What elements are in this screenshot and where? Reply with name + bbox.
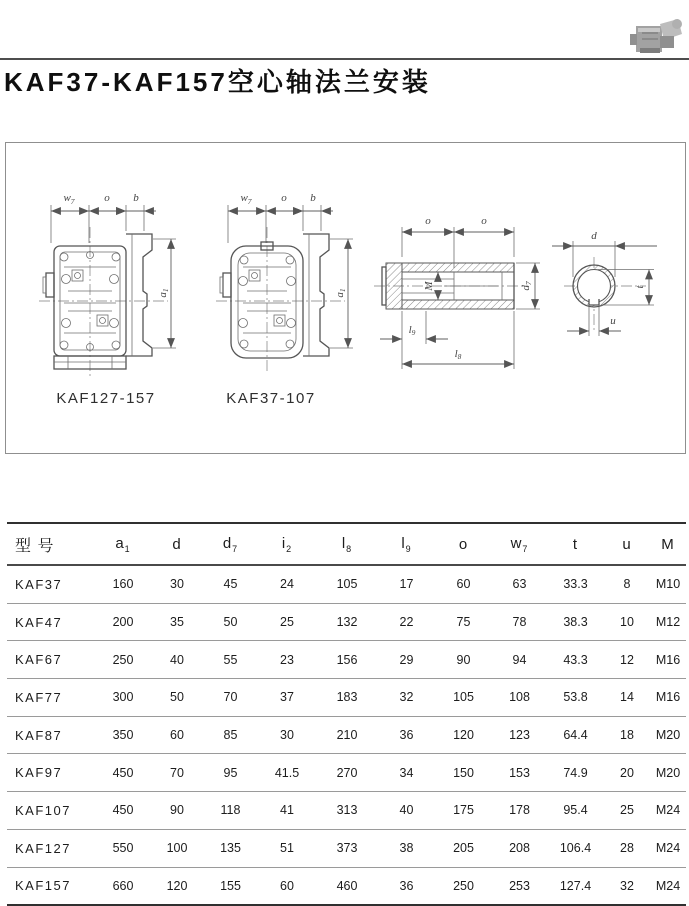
value-cell: 14 (620, 690, 634, 705)
col-header-8: $w_7$ (510, 534, 529, 554)
value-cell: 8 (623, 577, 631, 592)
header-rule (0, 58, 689, 60)
value-cell: M20 (655, 765, 681, 780)
value-cell: 37 (280, 690, 294, 705)
value-cell: 36 (399, 728, 414, 743)
value-cell: M24 (655, 841, 681, 856)
gearbox-view-left (39, 192, 176, 407)
svg-text:l9: l9 (408, 324, 416, 337)
model-cell: KAF97 (15, 765, 63, 781)
value-cell: 95.4 (563, 803, 588, 818)
value-cell: 38 (399, 841, 414, 856)
caption-left-view: KAF127-157 (56, 390, 156, 407)
value-cell: 313 (336, 803, 358, 818)
dim-label-a1: a (334, 292, 346, 298)
table-row (7, 754, 686, 792)
svg-text:d7: d7 (520, 281, 533, 291)
model-cell: KAF107 (15, 802, 71, 818)
value-cell: 105 (453, 690, 474, 705)
value-cell: 18 (620, 728, 634, 743)
value-cell: 135 (220, 841, 241, 856)
value-cell: M16 (655, 690, 681, 705)
gearbox-photo (630, 12, 686, 58)
table-body (7, 565, 686, 905)
value-cell: 132 (336, 615, 358, 630)
dim-label-a1: a (157, 292, 169, 298)
dim-label-o: o (281, 192, 287, 204)
value-cell: 118 (220, 803, 241, 818)
col-header-4: $i_2$ (281, 534, 293, 554)
value-cell: 153 (509, 765, 530, 780)
value-cell: M16 (655, 652, 681, 667)
value-cell: 60 (280, 878, 294, 893)
value-cell: 450 (112, 803, 134, 818)
dim-label-o: o (425, 215, 431, 227)
value-cell: 210 (336, 728, 358, 743)
value-cell: 105 (336, 577, 358, 592)
value-cell: M24 (655, 803, 681, 818)
dim-label-b: b (133, 192, 139, 204)
value-cell: 43.3 (563, 652, 588, 667)
value-cell: 660 (112, 878, 134, 893)
svg-text:w7: $w_7$ (63, 192, 75, 206)
value-cell: 40 (170, 652, 184, 667)
value-cell: 205 (453, 841, 474, 856)
value-cell: M12 (655, 615, 681, 630)
value-cell: 20 (620, 765, 634, 780)
svg-text:l8: l8 (454, 348, 462, 361)
svg-text:w7: $w_7$ (240, 192, 252, 206)
dim-label-d7: d (520, 285, 532, 291)
col-header-10: u (622, 535, 632, 553)
dimensions-table (7, 522, 686, 906)
svg-text:a1: a1 (334, 288, 347, 298)
dim-label-l8: l (454, 348, 458, 360)
value-cell: 94 (512, 652, 527, 667)
value-cell: 250 (453, 878, 474, 893)
value-cell: 460 (336, 878, 358, 893)
value-cell: 25 (620, 803, 634, 818)
value-cell: 55 (223, 652, 238, 667)
value-cell: 90 (456, 652, 471, 667)
value-cell: 253 (509, 878, 530, 893)
value-cell: 29 (399, 652, 414, 667)
value-cell: 28 (620, 841, 634, 856)
value-cell: 160 (112, 577, 134, 592)
col-header-2: d (172, 535, 182, 553)
value-cell: 70 (170, 765, 184, 780)
value-cell: 85 (223, 728, 238, 743)
value-cell: 100 (166, 841, 188, 856)
value-cell: 64.4 (563, 728, 588, 743)
table-row (7, 792, 686, 830)
figure-panel (5, 142, 686, 454)
value-cell: 150 (453, 765, 474, 780)
dim-label-l9: l (408, 324, 412, 336)
value-cell: 33.3 (563, 577, 588, 592)
value-cell: 40 (399, 803, 414, 818)
value-cell: 24 (280, 577, 294, 592)
value-cell: 208 (509, 841, 530, 856)
value-cell: 155 (220, 878, 241, 893)
value-cell: 120 (453, 728, 474, 743)
value-cell: 51 (280, 841, 294, 856)
dim-label-d: d (591, 230, 597, 242)
value-cell: 250 (112, 652, 134, 667)
value-cell: 123 (509, 728, 530, 743)
value-cell: 32 (620, 878, 634, 893)
value-cell: 106.4 (559, 841, 592, 856)
value-cell: 450 (112, 765, 134, 780)
model-cell: KAF157 (15, 878, 71, 894)
value-cell: 120 (166, 878, 188, 893)
table-row (7, 641, 686, 679)
value-cell: 35 (170, 615, 184, 630)
col-header-6: $l_9$ (401, 534, 412, 554)
svg-text:a1: a1 (157, 288, 170, 298)
value-cell: 156 (336, 652, 358, 667)
model-cell: KAF37 (15, 576, 63, 592)
value-cell: 127.4 (559, 878, 592, 893)
table-row (7, 829, 686, 867)
dimensions-table-wrap (7, 522, 686, 906)
dim-label-t: t (634, 285, 646, 289)
col-header-3: $d_7$ (222, 534, 239, 554)
value-cell: 75 (456, 615, 471, 630)
model-cell: KAF67 (15, 652, 63, 668)
gearbox-photo-graphic (630, 12, 686, 58)
value-cell: 23 (280, 652, 294, 667)
shaft-cross-section-view (552, 230, 657, 336)
table-header-row (7, 523, 686, 565)
value-cell: 17 (399, 577, 414, 592)
value-cell: 300 (112, 690, 134, 705)
value-cell: 32 (399, 690, 414, 705)
value-cell: 270 (336, 765, 358, 780)
col-header-7: o (458, 535, 469, 553)
value-cell: M10 (655, 577, 681, 592)
value-cell: 95 (223, 765, 238, 780)
model-cell: KAF47 (15, 614, 63, 630)
value-cell: 550 (112, 841, 134, 856)
value-cell: 10 (620, 615, 634, 630)
value-cell: 25 (280, 615, 294, 630)
table-row (7, 867, 686, 905)
value-cell: 108 (509, 690, 530, 705)
col-header-11: M (661, 535, 675, 553)
value-cell: 175 (453, 803, 474, 818)
dim-label-w7: w (240, 192, 248, 204)
value-cell: M24 (655, 878, 681, 893)
value-cell: 90 (170, 803, 184, 818)
col-header-0: 型 号 (15, 537, 55, 555)
col-header-1: $a_1$ (115, 534, 131, 554)
value-cell: 78 (512, 615, 527, 630)
hollow-shaft-section-view (374, 215, 540, 369)
page-title: KAF37-KAF157空心轴法兰安装 (4, 67, 431, 97)
value-cell: 53.8 (563, 690, 588, 705)
value-cell: 45 (223, 577, 238, 592)
value-cell: 41 (280, 803, 294, 818)
table-row (7, 565, 686, 603)
model-cell: KAF127 (15, 840, 71, 856)
value-cell: 12 (620, 652, 634, 667)
model-cell: KAF87 (15, 727, 63, 743)
value-cell: 30 (170, 577, 184, 592)
value-cell: 38.3 (563, 615, 588, 630)
model-cell: KAF77 (15, 689, 63, 705)
value-cell: 70 (223, 690, 238, 705)
value-cell: 34 (399, 765, 414, 780)
table-row (7, 716, 686, 754)
col-header-9: t (572, 535, 579, 553)
value-cell: 50 (223, 615, 238, 630)
col-header-5: $l_8$ (341, 534, 353, 554)
table-row (7, 679, 686, 717)
value-cell: 41.5 (274, 765, 300, 780)
value-cell: 22 (399, 615, 414, 630)
value-cell: 373 (336, 841, 358, 856)
value-cell: 60 (170, 728, 184, 743)
technical-drawing (6, 143, 685, 452)
dim-label-u: u (610, 315, 616, 327)
value-cell: 74.9 (563, 765, 588, 780)
value-cell: 63 (512, 577, 527, 592)
value-cell: 36 (399, 878, 414, 893)
dim-label-b: b (310, 192, 316, 204)
value-cell: 350 (112, 728, 134, 743)
value-cell: 30 (280, 728, 294, 743)
table-row (7, 603, 686, 641)
value-cell: 60 (456, 577, 471, 592)
value-cell: 183 (336, 690, 358, 705)
value-cell: 178 (509, 803, 530, 818)
dim-label-o: o (104, 192, 110, 204)
dim-label-w7: w (63, 192, 71, 204)
gearbox-view-right (216, 192, 353, 407)
dim-label-o: o (481, 215, 487, 227)
value-cell: 50 (170, 690, 184, 705)
value-cell: M20 (655, 728, 681, 743)
value-cell: 200 (112, 615, 134, 630)
dim-label-M: M (423, 281, 435, 291)
caption-right-view: KAF37-107 (226, 390, 316, 407)
